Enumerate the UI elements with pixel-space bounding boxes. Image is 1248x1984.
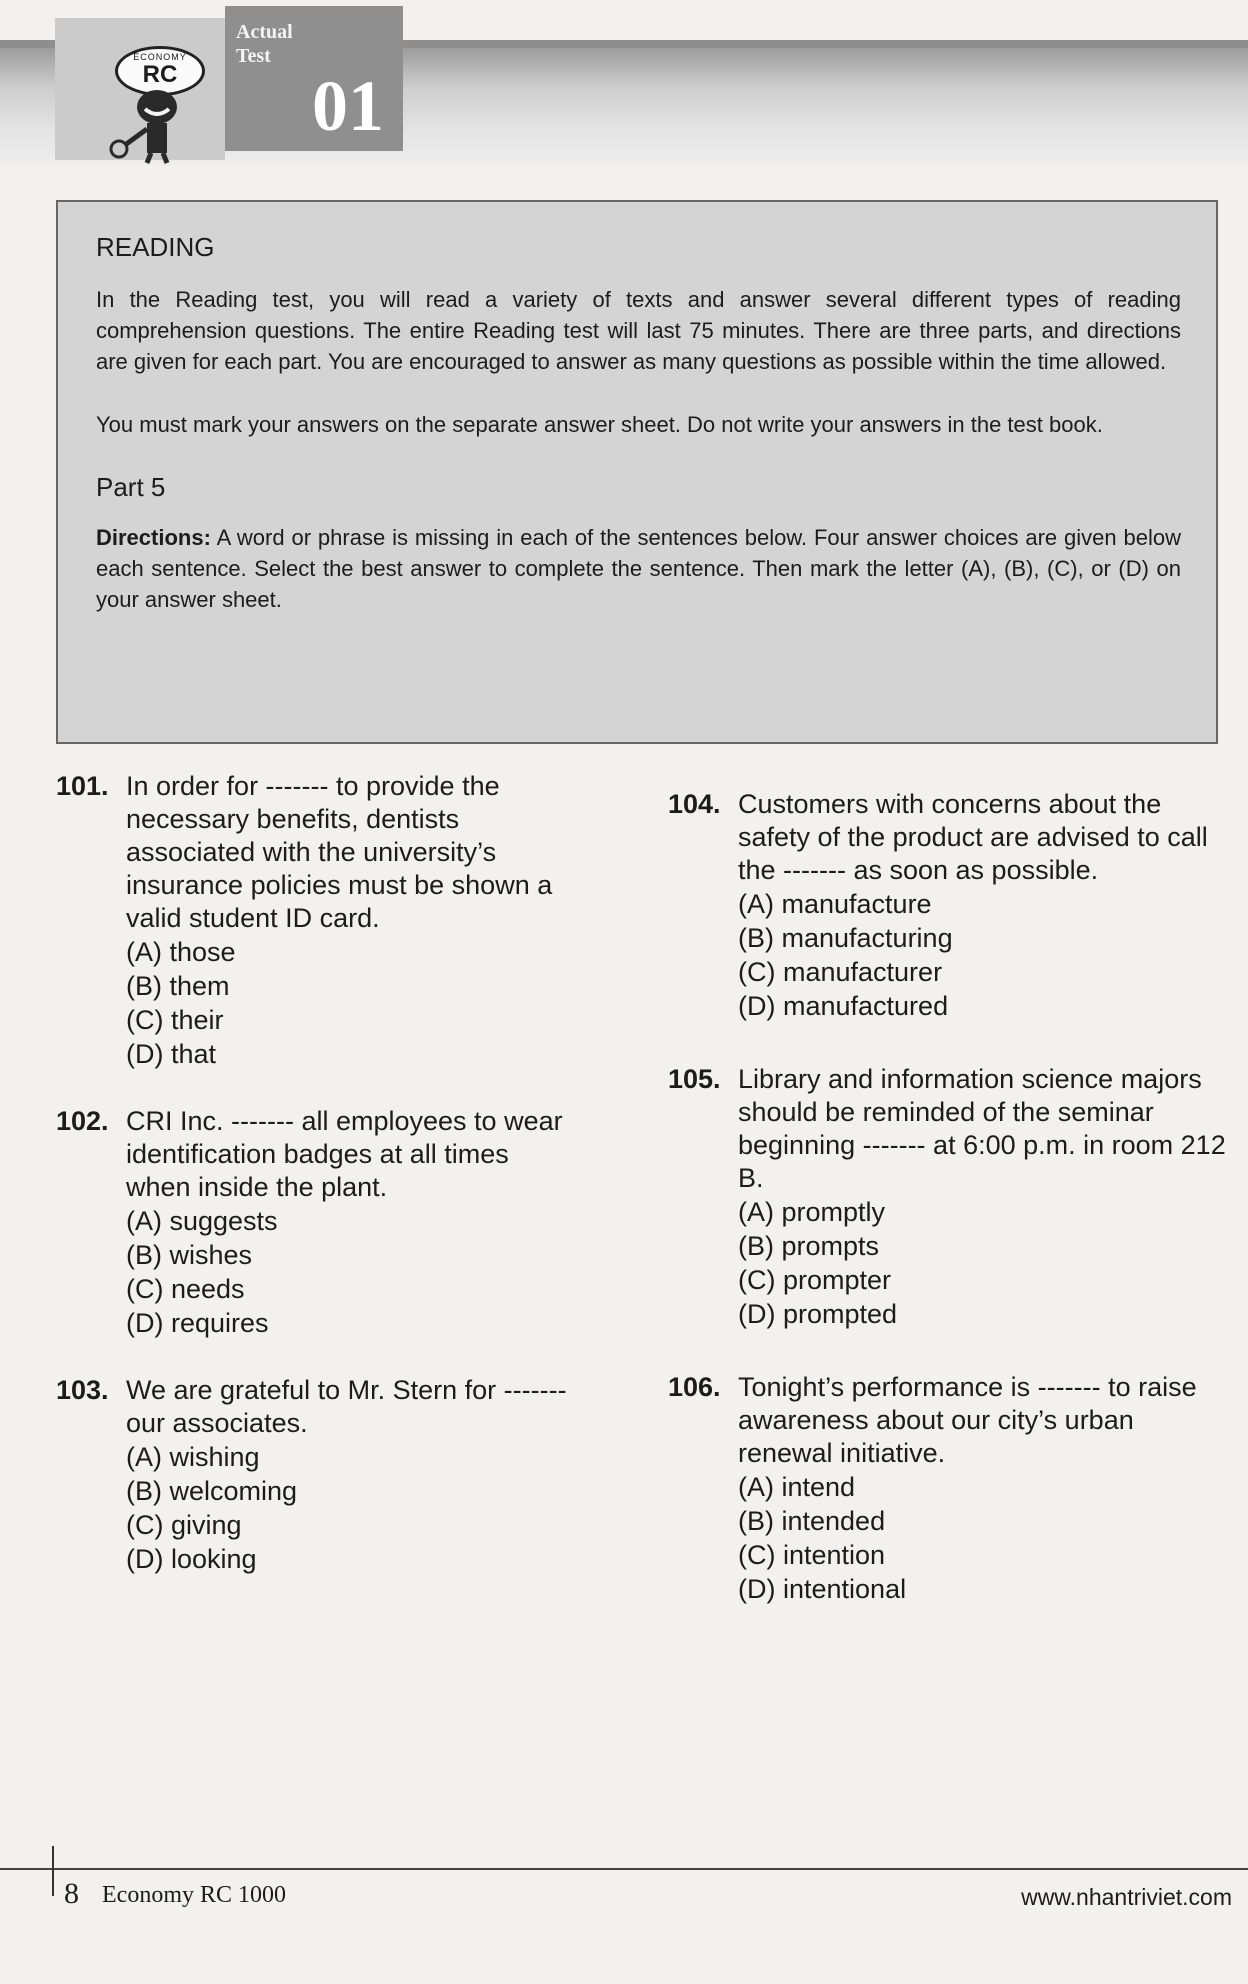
question-text: We are grateful to Mr. Stern for ------- our associates. [126,1375,567,1438]
answer-option-c: (C) needs [126,1274,245,1304]
answer-option-d: (D) requires [126,1308,269,1338]
answer-option-a: (A) those [126,937,236,967]
answer-option-b: (B) wishes [126,1240,253,1270]
question-text: Library and information science majors should be reminded of the seminar beginning ------- at 6:00 p.m. in room 212 B. [738,1064,1226,1193]
publisher-website: www.nhantriviet.com [1021,1884,1232,1910]
book-title: Economy RC 1000 [102,1882,286,1908]
question-number: 106. [668,1372,721,1402]
answer-option-c: (C) intention [738,1540,886,1570]
footer-divider [0,1868,1248,1870]
answer-option-b: (B) them [126,971,230,1001]
answer-options [738,1470,1228,1606]
question-number: 103. [56,1375,109,1405]
question-text: Tonight’s performance is ------- to raise awareness about our city’s urban renewal initiative. [738,1372,1197,1468]
answer-option-c: (C) their [126,1005,224,1035]
answer-option-d: (D) prompted [738,1299,898,1329]
question-number: 101. [56,771,109,801]
answer-option-b: (B) prompts [738,1231,880,1261]
question-number: 102. [56,1106,109,1136]
answer-option-a: (A) wishing [126,1442,260,1472]
answer-option-d: (D) looking [126,1544,257,1574]
answer-option-a: (A) manufacture [738,889,932,919]
answer-option-c: (C) manufacturer [738,957,943,987]
answer-option-a: (A) intend [738,1472,856,1502]
test-label-line2: Test [236,45,271,67]
answer-option-d: (D) manufactured [738,991,949,1021]
part-directions [96,522,1181,615]
directions-text: A word or phrase is missing in each of the sentences below. Four answer choices are given below each sentence. Select the best answer to complete the sentence. Then mark the letter (A), (B), (C), or (D) on your answer sheet. [96,525,1181,612]
answer-option-c: (C) prompter [738,1265,892,1295]
answer-options [738,1195,1228,1331]
logo-small-text: ECONOMY [133,52,187,62]
reading-intro-paragraph: In the Reading test, you will read a variety of texts and answer several different types of reading comprehension questions. The entire Reading test will last 75 minutes. There are three parts, and directions are given for each part. You are encouraged to answer as many questions as possible within the time allowed. [96,287,1181,374]
questions-right-column [668,788,1228,1640]
page-number: 8 [64,1877,79,1910]
answer-option-d: (D) that [126,1039,217,1069]
directions-label: Directions: [96,525,211,550]
mascot-icon [95,85,205,165]
questions-left-column [56,770,576,1610]
question-text: CRI Inc. ------- all employees to wear identification badges at all times when inside the plant. [126,1106,563,1202]
question-106 [668,1371,1228,1606]
question-104 [668,788,1228,1023]
answer-options [126,1204,576,1340]
question-text: In order for ------- to provide the necessary benefits, dentists associated with the university’s insurance policies must be shown a valid student ID card. [126,771,553,933]
answer-option-d: (D) intentional [738,1574,907,1604]
question-101 [56,770,576,1071]
answer-sheet-paragraph: You must mark your answers on the separate answer sheet. Do not write your answers in the test book. [96,412,1103,437]
question-number: 105. [668,1064,721,1094]
answer-option-a: (A) promptly [738,1197,886,1227]
reading-heading: READING [96,232,215,262]
answer-option-c: (C) giving [126,1510,242,1540]
question-number: 104. [668,789,721,819]
answer-option-b: (B) manufacturing [738,923,953,953]
answer-option-b: (B) intended [738,1506,886,1536]
test-label [236,20,346,68]
answer-options [126,935,576,1071]
answer-option-b: (B) welcoming [126,1476,298,1506]
test-label-line1: Actual [236,21,293,43]
logo-big-text: RC [142,61,178,88]
footer-tick [52,1846,54,1896]
question-103 [56,1374,576,1576]
part-title: Part 5 [96,472,166,502]
answer-options [738,887,1228,1023]
question-102 [56,1105,576,1340]
answer-options [126,1440,576,1576]
test-number: 01 [312,66,384,146]
question-105 [668,1063,1228,1331]
directions-box [56,200,1218,744]
answer-option-a: (A) suggests [126,1206,278,1236]
question-text: Customers with concerns about the safety of the product are advised to call the ------- as soon as possible. [738,789,1208,885]
